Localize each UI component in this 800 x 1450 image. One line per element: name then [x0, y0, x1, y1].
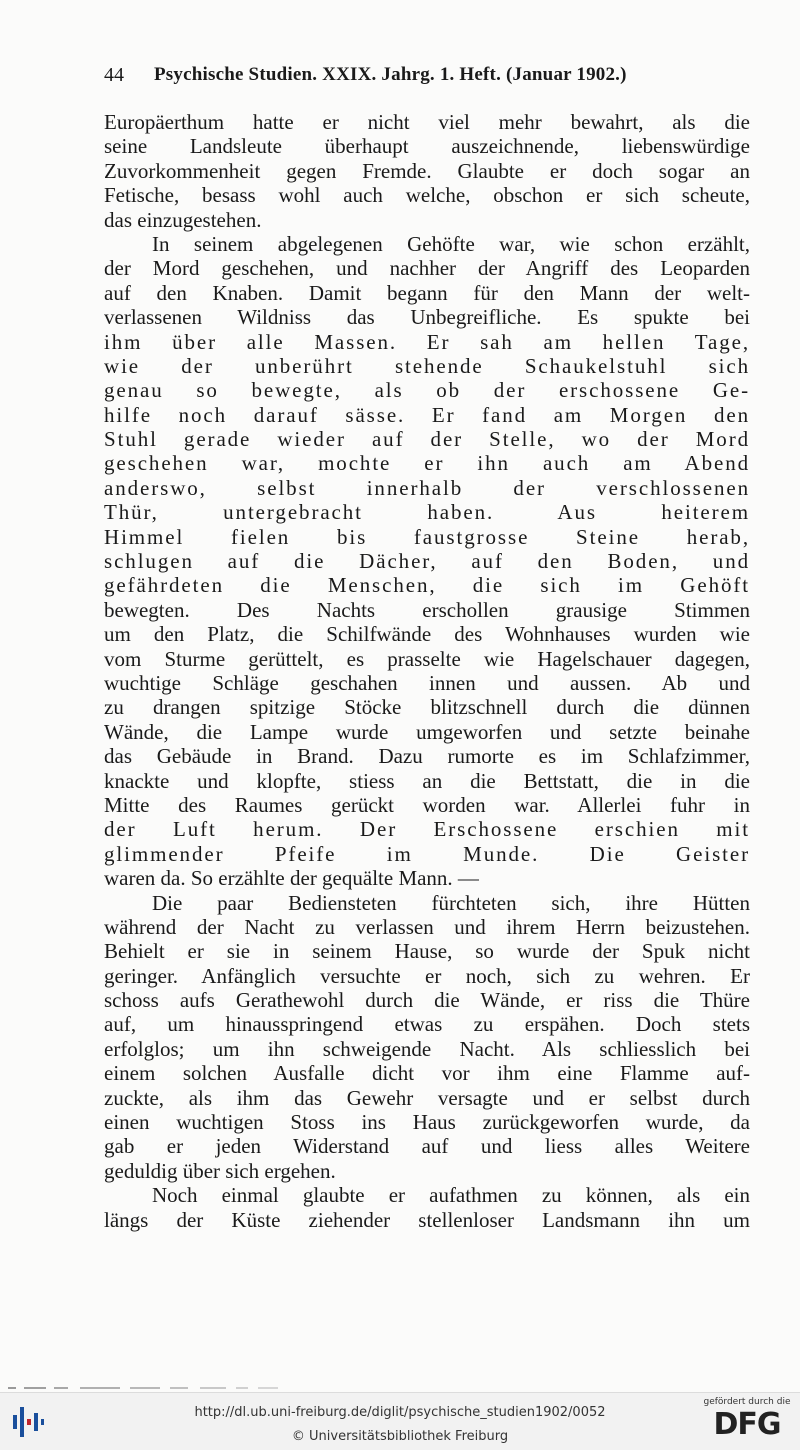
text-line: geringer. Anfänglich versuchte er noch, sich zu wehren. Er — [104, 963, 750, 988]
text-line: verlassenen Wildniss das Unbegreifliche. Es spukte bei — [104, 305, 750, 330]
text-line: Fetische, besass wohl auch welche, obschon er sich scheute, — [104, 183, 750, 208]
document-url-link[interactable]: http://dl.ub.uni-freiburg.de/diglit/psychische_studien1902/0052 — [194, 1405, 606, 1420]
text-line: der Luft herum. Der Erschossene erschien mit — [104, 817, 750, 842]
text-line: ihm über alle Massen. Er sah am hellen Tage, — [104, 329, 750, 354]
dfg-logo[interactable] — [702, 1397, 792, 1447]
dfg-caption: gefördert durch die — [703, 1397, 791, 1407]
text-line: der Mord geschehen, und nachher der Angriff des Leoparden — [104, 256, 750, 281]
text-line: schoss aufs Gerathewohl durch die Wände, er riss die Thüre — [104, 988, 750, 1013]
text-line: geduldig über sich ergehen. — [104, 1158, 336, 1183]
text-line: einem solchen Ausfalle dicht vor ihm eine Flamme auf- — [104, 1061, 750, 1086]
text-line: vom Sturme gerüttelt, es prasselte wie Hagelschauer dagegen, — [104, 646, 750, 671]
text-line: Noch einmal glaubte er aufathmen zu können, als ein — [152, 1183, 750, 1208]
text-line: auf, um hinausspringend etwas zu erspähen. Doch stets — [104, 1012, 750, 1037]
text-line: schlugen auf die Dächer, auf den Boden, und — [104, 549, 750, 574]
page-number: 44 — [104, 64, 124, 86]
text-line: bewegten. Des Nachts erschollen grausige Stimmen — [104, 597, 750, 622]
text-line: glimmender Pfeife im Munde. Die Geister — [104, 841, 750, 866]
text-line: Thür, untergebracht haben. Aus heiterem — [104, 500, 750, 525]
text-line: Wände, die Lampe wurde umgeworfen und setzte beinahe — [104, 719, 750, 744]
text-line: Himmel fielen bis faustgrosse Steine herab, — [104, 524, 750, 549]
text-line: In seinem abgelegenen Gehöfte war, wie schon erzählt, — [152, 231, 750, 256]
text-line: zu drangen spitzige Stöcke blitzschnell durch die dünnen — [104, 695, 750, 720]
text-line: auf den Knaben. Damit begann für den Mann der welt- — [104, 280, 750, 305]
text-line: Stuhl gerade wieder auf der Stelle, wo der Mord — [104, 427, 750, 452]
text-line: seine Landsleute überhaupt auszeichnende, liebenswürdige — [104, 134, 750, 159]
copyright-notice: © Universitätsbibliothek Freiburg — [291, 1429, 509, 1444]
text-line: hilfe noch darauf sässe. Er fand am Morgen den — [104, 402, 750, 427]
text-line: zuckte, als ihm das Gewehr versagte und er selbst durch — [104, 1085, 750, 1110]
text-line: das Gebäude in Brand. Dazu rumorte es im Schlafzimmer, — [104, 744, 750, 769]
viewer-footer — [0, 1392, 800, 1450]
text-line: gab er jeden Widerstand auf und liess alles Weitere — [104, 1134, 750, 1159]
text-line: Behielt er sie in seinem Hause, so wurde der Spuk nicht — [104, 939, 750, 964]
page-header — [104, 60, 750, 90]
text-line: wie der unberührt stehende Schaukelstuhl sich — [104, 353, 750, 378]
text-line: Die paar Bediensteten fürchteten sich, ihre Hütten — [152, 890, 750, 915]
body-text — [104, 110, 750, 1232]
text-line: knackte und klopfte, stiess an die Bettstatt, die in die — [104, 768, 750, 793]
text-line: längs der Küste ziehender stellenloser Landsmann ihn um — [104, 1207, 750, 1232]
text-line: waren da. So erzählte der gequälte Mann. — — [104, 866, 479, 891]
text-line: Europäerthum hatte er nicht viel mehr bewahrt, als die — [104, 110, 750, 134]
text-line: Zuvorkommenheit gegen Fremde. Glaubte er doch sogar an — [104, 158, 750, 183]
dfg-wordmark: DFG — [713, 1407, 781, 1442]
text-line: erfolglos; um ihn schweigende Nacht. Als schliesslich bei — [104, 1036, 750, 1061]
text-line: um den Platz, die Schilfwände des Wohnhauses wurden wie — [104, 622, 750, 647]
text-line: einen wuchtigen Stoss ins Haus zurückgeworfen wurde, da — [104, 1110, 750, 1135]
text-line: wuchtige Schläge geschahen innen und aussen. Ab und — [104, 670, 750, 695]
scan-artifact — [0, 1384, 330, 1392]
text-line: während der Nacht zu verlassen und ihrem Herrn beizustehen. — [104, 914, 750, 939]
text-line: Mitte des Raumes gerückt worden war. Allerlei fuhr in — [104, 792, 750, 817]
text-line: geschehen war, mochte er ihn auch am Abend — [104, 451, 750, 476]
text-line: anderswo, selbst innerhalb der verschlossenen — [104, 475, 750, 500]
running-title: Psychische Studien. XXIX. Jahrg. 1. Heft. (Januar 1902.) — [154, 64, 627, 85]
text-line: genau so bewegte, als ob der erschossene Ge- — [104, 378, 750, 403]
text-line: gefährdeten die Menschen, die sich im Gehöft — [104, 573, 750, 598]
text-line: das einzugestehen. — [104, 207, 262, 232]
